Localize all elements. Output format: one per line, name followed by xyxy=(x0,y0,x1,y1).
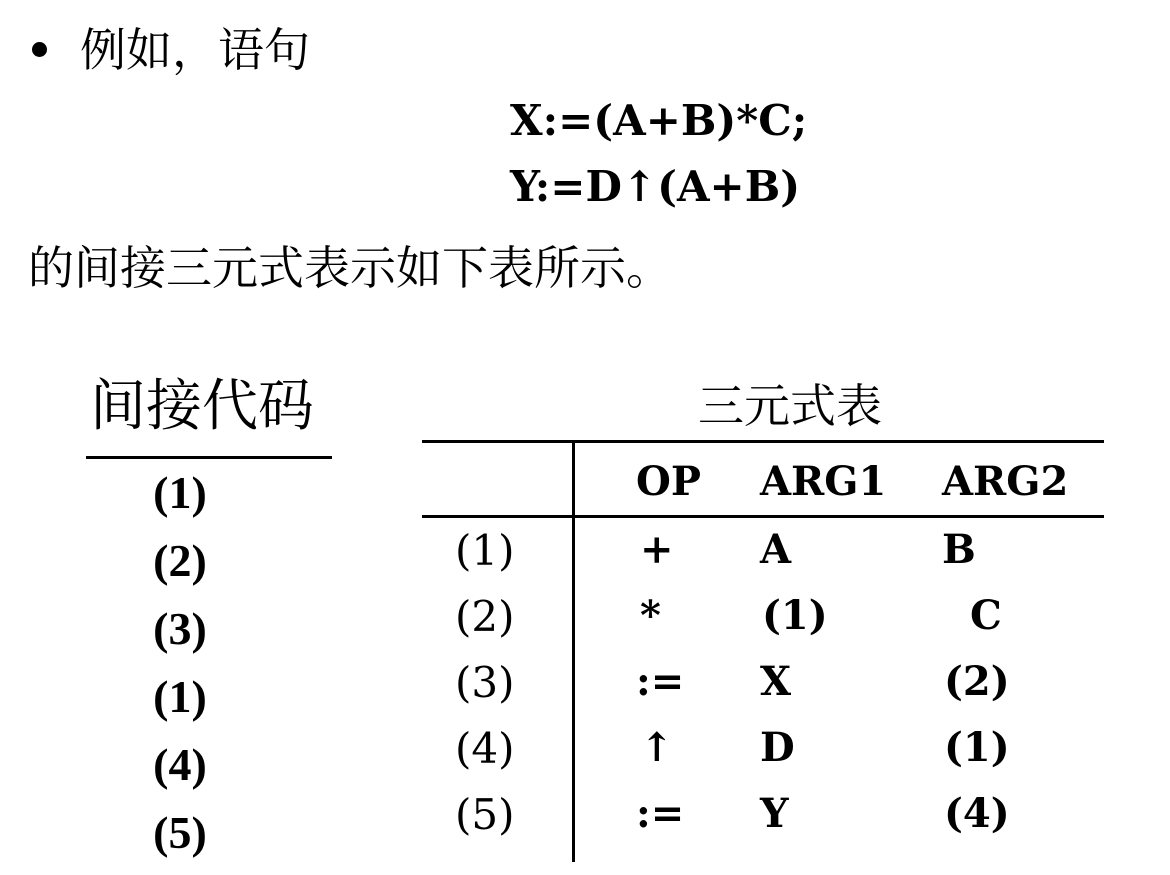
cell-arg2: C xyxy=(970,592,1002,639)
indirect-code-item: (5) xyxy=(153,807,207,858)
row-number: (1) xyxy=(455,526,515,575)
row-number: (5) xyxy=(455,790,515,839)
header-arg2: ARG2 xyxy=(942,458,1069,505)
cell-arg1: (1) xyxy=(762,592,828,639)
cell-arg2: (2) xyxy=(944,658,1010,705)
statement-2: Y:=D↑(A+B) xyxy=(510,162,801,211)
table-top-rule xyxy=(422,440,1104,443)
cell-arg1: D xyxy=(760,724,795,771)
header-arg1: ARG1 xyxy=(760,458,887,505)
cell-arg2: B xyxy=(942,526,976,573)
indirect-code-item: (4) xyxy=(153,739,207,790)
indirect-code-item: (3) xyxy=(153,603,207,654)
bullet-dot-icon xyxy=(32,42,47,57)
table-header-rule xyxy=(422,515,1104,518)
description-text: 的间接三元式表示如下表所示。 xyxy=(28,241,672,295)
header-op: OP xyxy=(636,458,701,505)
table-vertical-rule xyxy=(572,440,575,862)
cell-op: + xyxy=(640,526,674,573)
cell-arg2: (1) xyxy=(944,724,1010,771)
indirect-code-item: (1) xyxy=(153,467,207,518)
indirect-code-item: (1) xyxy=(153,671,207,722)
triple-table-title: 三元式表 xyxy=(698,379,882,433)
cell-arg1: A xyxy=(760,526,792,573)
cell-op: * xyxy=(640,592,661,639)
cell-arg1: Y xyxy=(760,790,789,837)
statement-1: X:=(A+B)*C; xyxy=(510,96,808,145)
row-number: (4) xyxy=(455,724,515,773)
cell-op: := xyxy=(636,790,685,837)
cell-op: ↑ xyxy=(640,724,674,771)
cell-op: := xyxy=(636,658,685,705)
intro-text: 例如，语句 xyxy=(80,23,310,77)
cell-arg2: (4) xyxy=(944,790,1010,837)
indirect-code-item: (2) xyxy=(153,535,207,586)
row-number: (3) xyxy=(455,658,515,707)
indirect-code-title: 间接代码 xyxy=(90,374,314,439)
cell-arg1: X xyxy=(760,658,792,705)
indirect-code-rule xyxy=(86,456,332,459)
row-number: (2) xyxy=(455,592,515,641)
